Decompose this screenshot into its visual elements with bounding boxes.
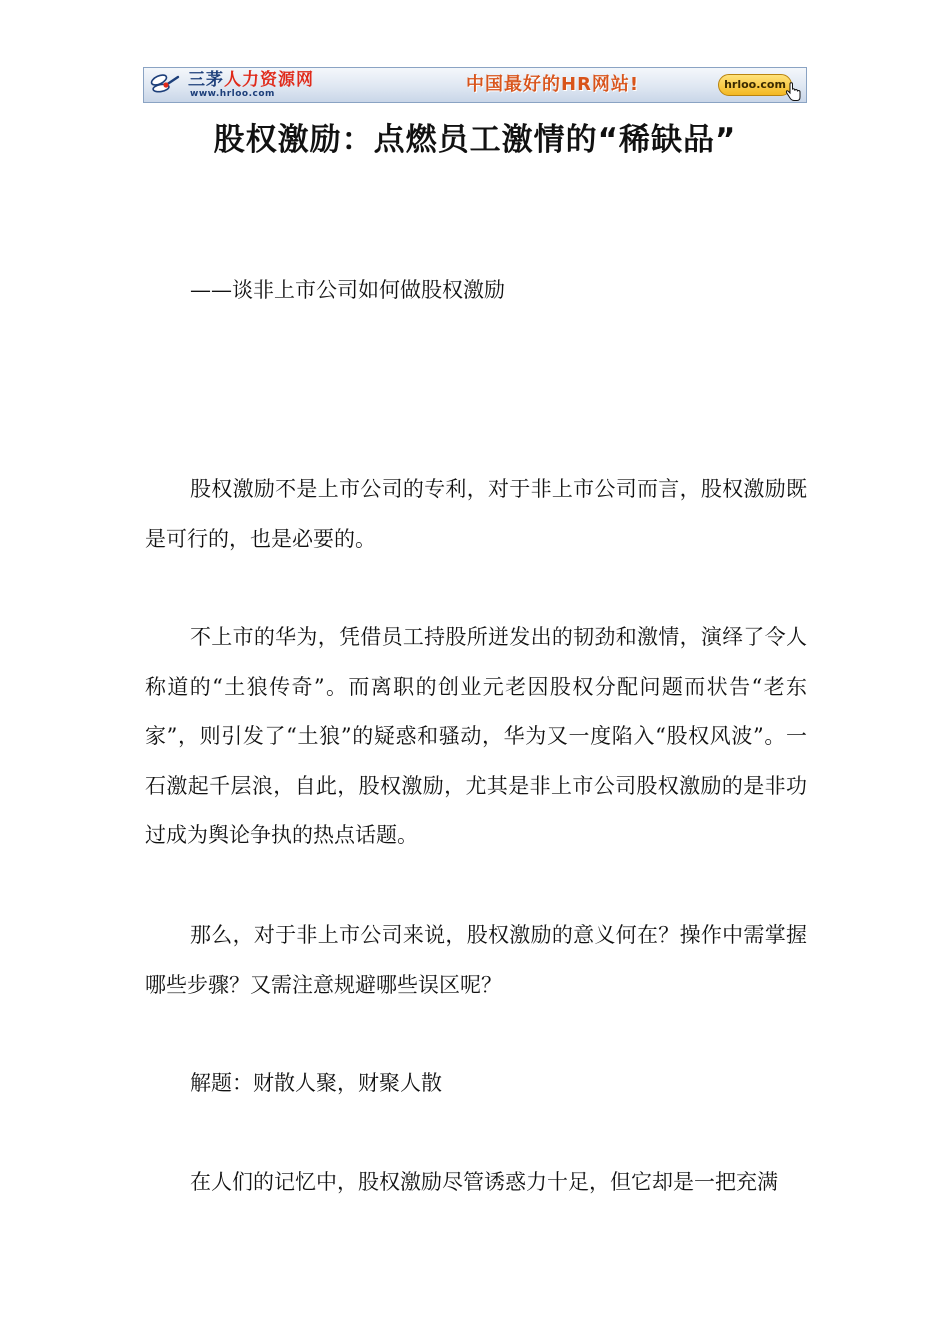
site-name-part2: 人力资源网	[224, 70, 314, 90]
site-slogan: 中国最好的HR网站!	[466, 74, 640, 95]
body-paragraph: 不上市的华为，凭借员工持股所迸发出的韧劲和激情，演绎了令人称道的“土狼传奇”。而离职的创业元老因股权分配问题而状告“老东家”，则引发了“土狼”的疑惑和骚动，华为又一度陷入“股权风波”。一石激起千层浪，自此，股权激励，尤其是非上市公司股权激励的是非功过成为舆论争执的热点话题。	[145, 625, 807, 847]
site-url: www.hrloo.com	[190, 89, 275, 99]
section-heading: 解题：财散人聚，财聚人散	[190, 1071, 442, 1095]
site-banner[interactable]	[143, 67, 807, 103]
document-subtitle: ——谈非上市公司如何做股权激励	[190, 278, 505, 302]
hand-cursor-icon	[784, 82, 802, 102]
site-name	[188, 70, 314, 90]
site-name-part1: 三茅	[188, 70, 224, 90]
dragonfly-logo-icon	[150, 71, 180, 99]
body-paragraph: 那么，对于非上市公司来说，股权激励的意义何在？操作中需掌握哪些步骤？又需注意规避哪些误区呢？	[145, 923, 807, 997]
document-title: 股权激励：点燃员工激情的“稀缺品”	[213, 122, 737, 158]
body-paragraph: 股权激励不是上市公司的专利，对于非上市公司而言，股权激励既是可行的，也是必要的。	[145, 477, 807, 551]
body-paragraph: 在人们的记忆中，股权激励尽管诱惑力十足，但它却是一把充满	[190, 1170, 778, 1194]
hrloo-link-button[interactable]: hrloo.com	[718, 74, 792, 96]
